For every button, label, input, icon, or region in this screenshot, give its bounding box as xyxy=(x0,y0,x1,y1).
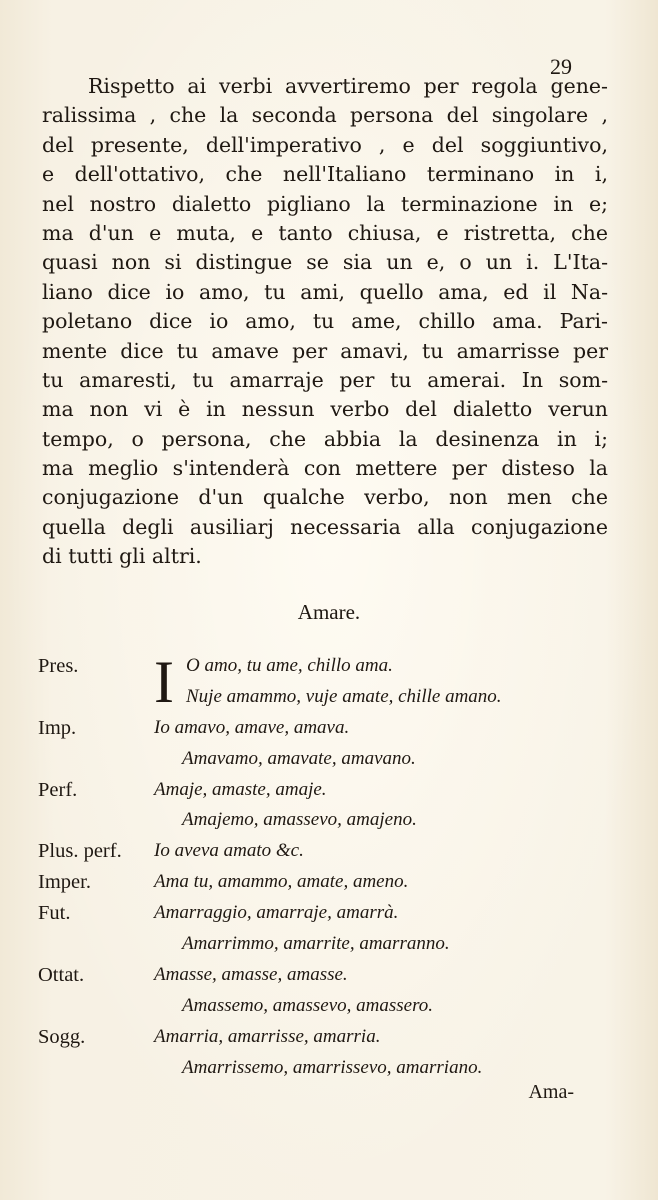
paragraph-line: conjugazione d'un qualche verbo, non men che xyxy=(42,485,608,510)
conjugation-row xyxy=(38,682,618,713)
conjugation-row xyxy=(38,960,618,991)
conjugation-row xyxy=(38,1022,618,1053)
paragraph-line: mente dice tu amave per amavi, tu amarrisse per xyxy=(42,338,608,363)
paragraph-line: liano dice io amo, tu ami, quello ama, ed il Na- xyxy=(42,279,608,304)
paragraph-line: tempo, o persona, che abbia la desinenza in i; xyxy=(42,426,608,451)
paragraph-line: Rispetto ai verbi avvertiremo per regola gene- xyxy=(88,74,608,98)
verb-forms: Nuje amammo, vuje amate, chille amano. xyxy=(186,685,502,707)
conjugation-row xyxy=(38,775,618,806)
body-paragraph xyxy=(42,72,608,572)
paragraph-line: nel nostro dialetto pigliano la terminazione in e; xyxy=(42,191,608,216)
section-heading: Amare. xyxy=(297,600,361,624)
conjugation-row xyxy=(38,991,618,1022)
tense-label: Imper. xyxy=(38,871,91,894)
conjugation-table xyxy=(38,651,618,1083)
verb-forms: Ama tu, amammo, amate, ameno. xyxy=(154,871,409,893)
paragraph-line: del presente, dell'imperativo , e del soggiuntivo, xyxy=(42,132,608,157)
verb-forms: Amassemo, amassevo, amassero. xyxy=(182,994,434,1016)
verb-forms: Io amavo, amave, amava. xyxy=(154,716,350,738)
conjugation-row xyxy=(38,898,618,929)
page-number: 29 xyxy=(550,54,572,79)
conjugation-row xyxy=(38,867,618,898)
paragraph-line: ma d'un e muta, e tanto chiusa, e ristretta, che xyxy=(42,220,608,245)
verb-forms: Amarraggio, amarraje, amarrà. xyxy=(154,902,399,924)
tense-label: Fut. xyxy=(38,902,71,925)
paragraph-line: tu amaresti, tu amarraje per tu amerai. In som- xyxy=(42,367,608,392)
paragraph-line: poletano dice io amo, tu ame, chillo ama. Pari- xyxy=(42,309,608,334)
paragraph-line: quasi non si distingue se sia un e, o un i. L'Ita- xyxy=(42,250,608,275)
tense-label: Perf. xyxy=(38,778,78,801)
verb-forms: Amarria, amarrisse, amarria. xyxy=(154,1025,381,1047)
dropcap: I xyxy=(154,649,174,715)
conjugation-row xyxy=(38,744,618,775)
verb-forms: Amasse, amasse, amasse. xyxy=(154,963,348,985)
paragraph-line: e dell'ottativo, che nell'Italiano terminano in i, xyxy=(42,162,608,187)
verb-forms: Amarrissemo, amarrissevo, amarriano. xyxy=(182,1056,483,1078)
conjugation-row xyxy=(38,805,618,836)
tense-label: Sogg. xyxy=(38,1025,86,1048)
paragraph-line: ralissima , che la seconda persona del singolare , xyxy=(42,103,608,128)
conjugation-row xyxy=(38,836,618,867)
verb-forms: Amavamo, amavate, amavano. xyxy=(182,747,416,769)
paragraph-line: ma non vi è in nessun verbo del dialetto verun xyxy=(42,397,608,422)
tense-label: Plus. perf. xyxy=(38,840,122,863)
tense-label: Pres. xyxy=(38,655,79,677)
verb-forms: Amarrimmo, amarrite, amarranno. xyxy=(182,933,450,955)
conjugation-row xyxy=(38,929,618,960)
tense-label: Imp. xyxy=(38,716,77,739)
verb-forms: O amo, tu ame, chillo ama. xyxy=(186,655,393,676)
verb-forms: Amaje, amaste, amaje. xyxy=(154,778,327,800)
paragraph-line: quella degli ausiliarj necessaria alla conjugazione xyxy=(42,514,608,539)
conjugation-row xyxy=(38,1053,618,1084)
verb-forms: Amajemo, amassevo, amajeno. xyxy=(182,809,417,831)
verb-forms: Io aveva amato &c. xyxy=(154,840,304,862)
paragraph-line: di tutti gli altri. xyxy=(42,544,202,569)
paragraph-line: ma meglio s'intenderà con mettere per disteso la xyxy=(42,456,608,481)
tense-label: Ottat. xyxy=(38,963,85,986)
catchword: Ama- xyxy=(528,1081,574,1103)
conjugation-row xyxy=(38,713,618,744)
